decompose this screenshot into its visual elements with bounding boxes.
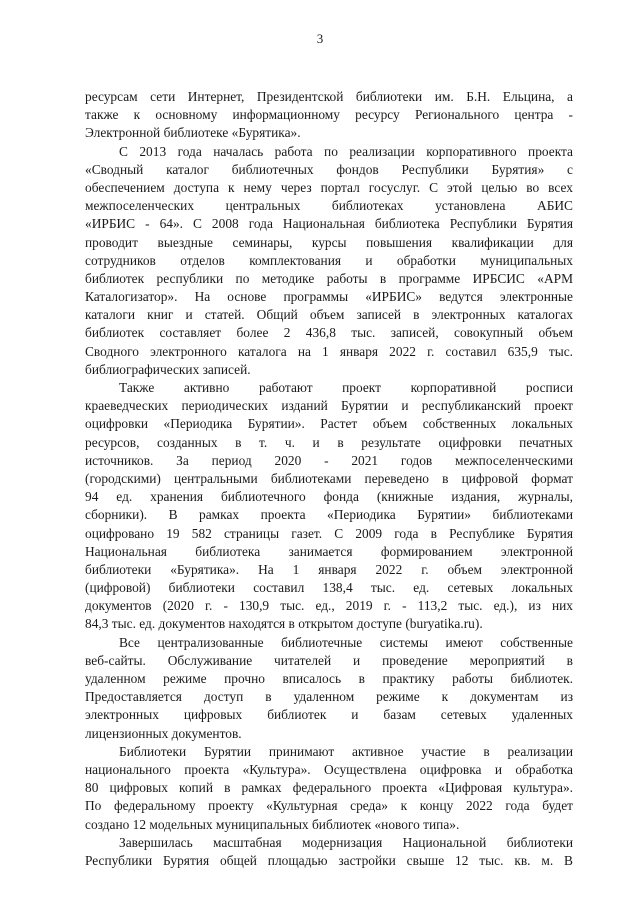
text-line: межпоселенческих центральных библиотеках установлена АБИС <box>85 198 573 214</box>
text-line: оцифровано 19 582 страницы газет. С 2009 года в Республике Бурятия <box>85 525 573 541</box>
text-line: удаленном режиме прочно вписалось в практику работы библиотек. <box>85 671 573 686</box>
page-number: 3 <box>316 31 324 46</box>
text-line: библиотек республики по методике работы в программе ИРБСИС «АРМ <box>85 270 573 286</box>
text-line: Республики Бурятия общей площадью застройки свыше 12 тыс. кв. м. В <box>85 852 573 868</box>
text-line: проводит выездные семинары, курсы повышения квалификации для <box>85 234 573 250</box>
text-line: Каталогизатор». На основе программы «ИРБИС» ведутся электронные <box>85 289 573 305</box>
text-line: ресурсам сети Интернет, Президентской библиотеки им. Б.Н. Ельцина, а <box>85 89 573 104</box>
text-line: (городскими) центральными библиотеками переведено в цифровой формат <box>85 470 573 486</box>
text-line: Предоставляется доступ в удаленном режиме к документам из <box>85 689 573 705</box>
text-line: библиотеки «Бурятика». На 1 января 2022 г. объем электронной <box>85 561 573 577</box>
text-line: Завершилась масштабная модернизация Национальной библиотеки <box>119 834 573 850</box>
text-line: национального проекта «Культура». Осуществлена оцифровка и обработка <box>85 761 573 777</box>
text-line: краеведческих периодических изданий Бурятии и республиканский проект <box>85 398 573 414</box>
text-line: Библиотеки Бурятии принимают активное участие в реализации <box>119 743 573 759</box>
text-line: 84,3 тыс. ед. документов находятся в открытом доступе (buryatika.ru). <box>85 616 483 632</box>
text-line: С 2013 года началась работа по реализации корпоративного проекта <box>119 143 573 159</box>
paragraph <box>85 88 573 143</box>
text-line: библиографических записей. <box>85 361 251 377</box>
paragraph <box>85 379 573 634</box>
text-line: каталоги книг и статей. Общий объем записей в электронных каталогах <box>85 307 573 323</box>
text-line: Национальная библиотека занимается формированием электронной <box>85 543 573 559</box>
text-line: электронных цифровых библиотек и базам сетевых удаленных <box>85 707 573 723</box>
body-text <box>85 88 573 870</box>
text-line: «Сводный каталог библиотечных фондов Республики Бурятия» с <box>85 161 573 177</box>
text-line: Сводного электронного каталога на 1 января 2022 г. составил 635,9 тыс. <box>85 343 573 359</box>
text-line: библиотек составляет более 2 436,8 тыс. записей, совокупный объем <box>85 325 573 341</box>
text-line: 80 цифровых копий в рамках федерального проекта «Цифровая культура». <box>85 780 573 796</box>
text-line: оцифровки «Периодика Бурятии». Растет объем собственных локальных <box>85 416 573 432</box>
text-line: Все централизованные библиотечные системы имеют собственные <box>119 634 573 650</box>
text-line: веб-сайты. Обслуживание читателей и проведение мероприятий в <box>85 652 573 668</box>
paragraph <box>85 743 573 834</box>
text-line: сборники). В рамках проекта «Периодика Бурятии» библиотеками <box>85 507 573 523</box>
text-line: Также активно работают проект корпоративной росписи <box>119 380 573 395</box>
text-line: сотрудников отделов комплектования и обработки муниципальных <box>85 252 573 268</box>
paragraph <box>85 834 573 870</box>
text-line: Электронной библиотеке «Бурятика». <box>85 125 301 141</box>
paragraph <box>85 143 573 379</box>
text-line: 94 ед. хранения библиотечного фонда (книжные издания, журналы, <box>85 489 573 505</box>
text-line: (цифровой) библиотеки составил 138,4 тыс. ед. сетевых локальных <box>85 580 573 596</box>
paragraph <box>85 634 573 743</box>
text-line: ресурсов, созданных в т. ч. и в результате оцифровки печатных <box>85 434 573 450</box>
text-line: источников. За период 2020 - 2021 годов межпоселенческими <box>85 452 573 468</box>
text-line: создано 12 модельных муниципальных библиотек «нового типа». <box>85 816 460 832</box>
text-line: также к основному информационному ресурсу Регионального центра - <box>85 107 573 123</box>
text-line: По федеральному проекту «Культурная среда» к концу 2022 года будет <box>85 798 573 814</box>
text-line: «ИРБИС - 64». С 2008 года Национальная библиотека Республики Бурятия <box>85 216 573 232</box>
text-line: документов (2020 г. - 130,9 тыс. ед., 2019 г. - 113,2 тыс. ед.), из них <box>85 598 573 614</box>
text-line: обеспечением доступа к нему через портал госуслуг. С этой целью во всех <box>85 179 573 195</box>
text-line: лицензионных документов. <box>85 725 242 741</box>
